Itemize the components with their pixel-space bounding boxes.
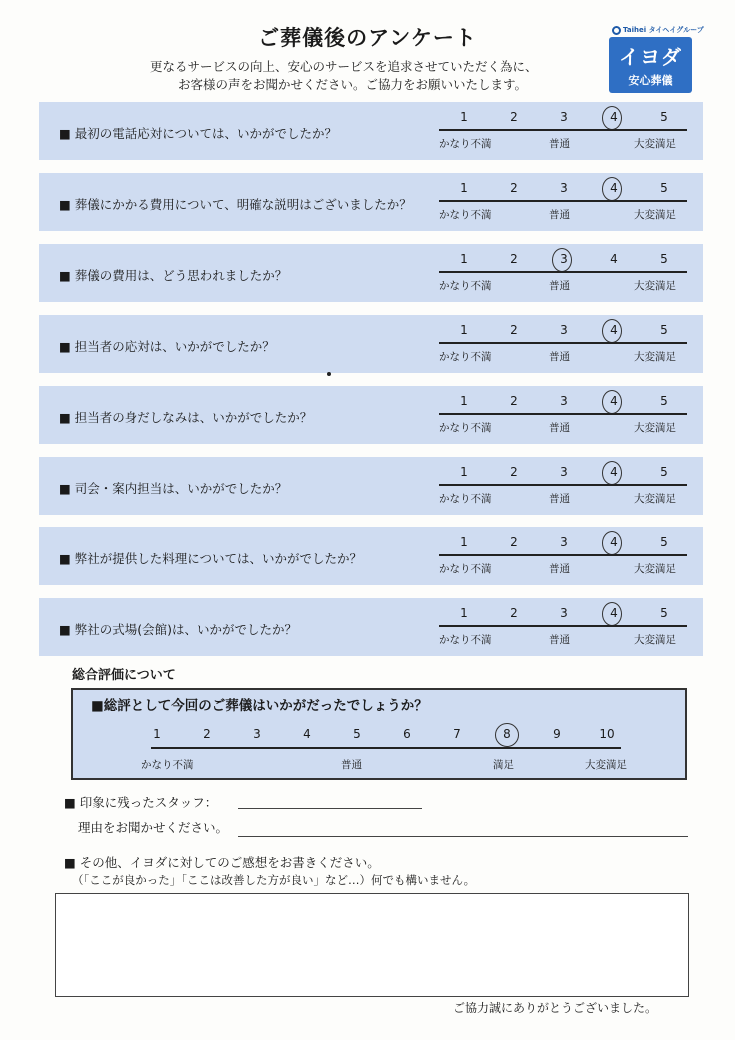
rating-option[interactable]: 5 xyxy=(660,535,668,549)
overall-scale-label: かなり不満 xyxy=(141,759,194,771)
rating-option[interactable]: 2 xyxy=(510,465,518,479)
rating-option[interactable]: 2 xyxy=(510,252,518,266)
overall-scale-line xyxy=(151,747,621,749)
comment-box[interactable] xyxy=(55,893,689,997)
scale-line xyxy=(439,625,687,627)
rating-option[interactable]: 2 xyxy=(510,110,518,124)
overall-rating-option[interactable]: 7 xyxy=(453,727,461,741)
scale-label-mid: 普通 xyxy=(549,280,570,292)
scale-label-mid: 普通 xyxy=(549,493,570,505)
scale-label-low: かなり不満 xyxy=(439,493,492,505)
question-text: ■ 担当者の身だしなみは、いかがでしたか？ xyxy=(59,410,313,425)
other-hint: （「ここが良かった」「ここは改善した方が良い」など…）何でも構いません。 xyxy=(72,873,476,887)
question-row xyxy=(39,102,703,160)
rating-scale xyxy=(436,323,706,339)
rating-option[interactable]: 5 xyxy=(660,323,668,337)
rating-option[interactable]: 3 xyxy=(554,252,574,266)
selected-circle-mark xyxy=(602,106,622,130)
overall-rating-option[interactable]: 8 xyxy=(495,727,519,741)
question-row xyxy=(39,527,703,585)
question-text: ■ 葬儀にかかる費用について、明確な説明はございましたか？ xyxy=(59,197,412,212)
overall-scale-label: 大変満足 xyxy=(585,759,627,771)
scale-line xyxy=(439,271,687,273)
scale-label-mid: 普通 xyxy=(549,563,570,575)
question-row xyxy=(39,386,703,444)
rating-option[interactable]: 4 xyxy=(604,394,624,408)
selected-circle-mark xyxy=(495,723,519,747)
scale-label-mid: 普通 xyxy=(549,209,570,221)
question-text: ■ 最初の電話応対については、いかがでしたか？ xyxy=(59,126,338,141)
scale-label-high: 大変満足 xyxy=(634,351,676,363)
overall-rating-option[interactable]: 10 xyxy=(599,727,615,741)
rating-option[interactable]: 3 xyxy=(560,606,568,620)
rating-scale xyxy=(436,465,706,481)
selected-circle-mark xyxy=(602,177,622,201)
scale-label-low: かなり不満 xyxy=(439,563,492,575)
staff-input-line[interactable] xyxy=(238,808,422,809)
rating-option[interactable]: 4 xyxy=(604,465,624,479)
question-row xyxy=(39,598,703,656)
rating-scale xyxy=(436,606,706,622)
overall-rating-box xyxy=(71,688,687,780)
question-text: ■ 弊社が提供した料理については、いかがでしたか？ xyxy=(59,551,363,566)
reason-input-line[interactable] xyxy=(238,836,688,837)
scale-label-high: 大変満足 xyxy=(634,280,676,292)
staff-prompt: ■ 印象に残ったスタッフ： xyxy=(64,795,218,810)
scale-label-low: かなり不満 xyxy=(439,280,492,292)
rating-option[interactable]: 1 xyxy=(460,181,468,195)
rating-option[interactable]: 1 xyxy=(460,323,468,337)
scale-label-mid: 普通 xyxy=(549,138,570,150)
rating-option[interactable]: 4 xyxy=(604,110,624,124)
rating-option[interactable]: 2 xyxy=(510,181,518,195)
scale-label-mid: 普通 xyxy=(549,351,570,363)
scale-line xyxy=(439,342,687,344)
overall-rating-option[interactable]: 9 xyxy=(553,727,561,741)
rating-scale xyxy=(436,535,706,551)
question-row xyxy=(39,173,703,231)
rating-option[interactable]: 2 xyxy=(510,394,518,408)
rating-option[interactable]: 1 xyxy=(460,110,468,124)
overall-rating-option[interactable]: 6 xyxy=(403,727,411,741)
rating-option[interactable]: 3 xyxy=(560,465,568,479)
rating-option[interactable]: 1 xyxy=(460,465,468,479)
brand-name: イヨダ xyxy=(619,45,682,69)
rating-option[interactable]: 3 xyxy=(560,394,568,408)
scale-line xyxy=(439,129,687,131)
page-title: ご葬儀後のアンケート xyxy=(258,26,477,50)
intro-text xyxy=(150,58,538,94)
scale-label-high: 大変満足 xyxy=(634,422,676,434)
selected-circle-mark xyxy=(602,602,622,626)
question-row xyxy=(39,457,703,515)
scale-label-high: 大変満足 xyxy=(634,563,676,575)
rating-scale xyxy=(436,181,706,197)
rating-option[interactable]: 5 xyxy=(660,606,668,620)
rating-option[interactable]: 2 xyxy=(510,535,518,549)
rating-option[interactable]: 4 xyxy=(604,323,624,337)
intro-line: 更なるサービスの向上、安心のサービスを追求させていただく為に、 xyxy=(150,59,538,74)
selected-circle-mark xyxy=(602,319,622,343)
rating-option[interactable]: 1 xyxy=(460,394,468,408)
brand-sub: 安心葬儀 xyxy=(628,74,673,87)
scale-label-mid: 普通 xyxy=(549,634,570,646)
scale-label-low: かなり不満 xyxy=(439,351,492,363)
rating-option[interactable]: 1 xyxy=(460,252,468,266)
rating-option[interactable]: 3 xyxy=(560,181,568,195)
thanks-text: ご協力誠にありがとうございました。 xyxy=(453,1001,658,1015)
intro-line: お客様の声をお聞かせください。ご協力をお願いいたします。 xyxy=(178,77,528,92)
selected-circle-mark xyxy=(602,461,622,485)
question-text: ■ 司会・案内担当は、いかがでしたか？ xyxy=(59,481,288,496)
scale-label-low: かなり不満 xyxy=(439,634,492,646)
rating-option[interactable]: 1 xyxy=(460,606,468,620)
rating-option[interactable]: 1 xyxy=(460,535,468,549)
scale-line xyxy=(439,413,687,415)
scale-label-high: 大変満足 xyxy=(634,493,676,505)
overall-rating-option[interactable]: 5 xyxy=(353,727,361,741)
other-prompt: ■ その他、イヨダに対してのご感想をお書きください。 xyxy=(64,855,380,870)
reason-prompt: 理由をお聞かせください。 xyxy=(78,820,229,835)
overall-scale-label: 満足 xyxy=(493,759,514,771)
question-row xyxy=(39,244,703,302)
scale-label-high: 大変満足 xyxy=(634,209,676,221)
group-logo xyxy=(612,25,704,35)
rating-option[interactable]: 5 xyxy=(660,252,668,266)
overall-rating-option[interactable]: 3 xyxy=(253,727,261,741)
rating-option[interactable]: 5 xyxy=(660,181,668,195)
overall-rating-option[interactable]: 1 xyxy=(153,727,161,741)
ink-speck xyxy=(327,372,331,376)
rating-option[interactable]: 3 xyxy=(560,535,568,549)
scale-label-low: かなり不満 xyxy=(439,209,492,221)
scale-line xyxy=(439,484,687,486)
rating-option[interactable]: 2 xyxy=(510,606,518,620)
rating-option[interactable]: 3 xyxy=(560,323,568,337)
scale-line xyxy=(439,200,687,202)
group-name: Taihei タイヘイグループ xyxy=(623,26,704,34)
question-text: ■ 弊社の式場(会館)は、いかがでしたか？ xyxy=(59,622,298,637)
question-text: ■ 担当者の応対は、いかがでしたか？ xyxy=(59,339,275,354)
scale-label-high: 大変満足 xyxy=(634,634,676,646)
overall-rating-option[interactable]: 4 xyxy=(303,727,311,741)
overall-rating-option[interactable]: 2 xyxy=(203,727,211,741)
scale-label-mid: 普通 xyxy=(549,422,570,434)
rating-option[interactable]: 4 xyxy=(604,181,624,195)
selected-circle-mark xyxy=(602,390,622,414)
question-row xyxy=(39,315,703,373)
rating-option[interactable]: 4 xyxy=(604,535,624,549)
question-text: ■ 葬儀の費用は、どう思われましたか？ xyxy=(59,268,288,283)
rating-option[interactable]: 5 xyxy=(660,110,668,124)
taihei-logo-icon xyxy=(612,26,621,35)
rating-option[interactable]: 5 xyxy=(660,394,668,408)
rating-scale xyxy=(436,394,706,410)
scale-label-low: かなり不満 xyxy=(439,422,492,434)
rating-option[interactable]: 4 xyxy=(604,606,624,620)
overall-scale-numbers xyxy=(145,727,625,743)
overall-scale-label: 普通 xyxy=(341,759,362,771)
scale-label-low: かなり不満 xyxy=(439,138,492,150)
rating-scale xyxy=(436,110,706,126)
overall-heading: 総合評価について xyxy=(72,668,176,683)
overall-question: ■総評として今回のご葬儀はいかがだったでしょうか？ xyxy=(91,698,428,714)
rating-option[interactable]: 2 xyxy=(510,323,518,337)
rating-option[interactable]: 3 xyxy=(560,110,568,124)
scale-line xyxy=(439,554,687,556)
brand-logo xyxy=(609,37,692,93)
rating-option[interactable]: 5 xyxy=(660,465,668,479)
rating-option[interactable]: 4 xyxy=(610,252,618,266)
selected-circle-mark xyxy=(602,531,622,555)
selected-circle-mark xyxy=(552,248,572,272)
scale-label-high: 大変満足 xyxy=(634,138,676,150)
rating-scale xyxy=(436,252,706,268)
